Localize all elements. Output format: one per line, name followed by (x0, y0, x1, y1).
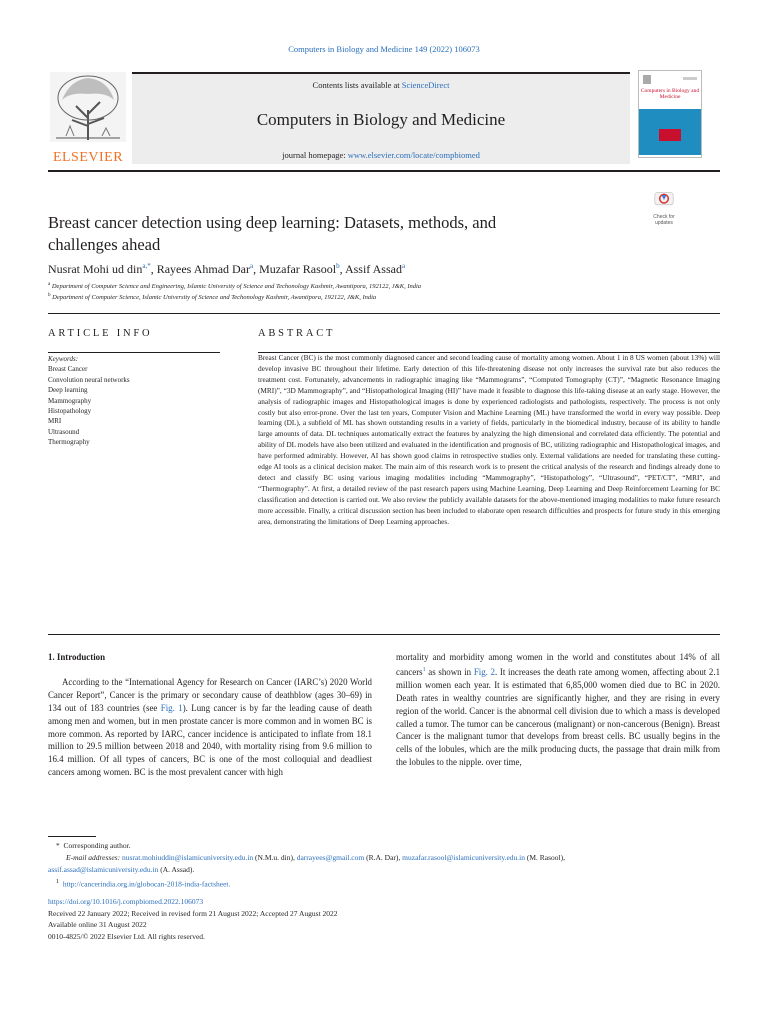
keyword: Mammography (48, 396, 92, 405)
footnote-1-ref[interactable]: 1 (422, 666, 426, 673)
email-link[interactable]: muzafar.rasool@islamicuniversity.edu.in (402, 853, 526, 862)
email-owner: (M. Rasool), (525, 853, 566, 862)
author-3-affil[interactable]: b (336, 262, 340, 270)
keyword: Convolution neural networks (48, 375, 130, 384)
affiliation-b (48, 293, 720, 301)
publisher-wordmark: ELSEVIER (52, 150, 124, 165)
intro-text-a: According to the “International Agency for Research on Cancer (IARC’s) 2020 World Cancer Report”, Cancer is the primary or secondary cause of deathblow (ages 30–69) in 134 out of 183 countries (see (48, 676, 372, 713)
title-line-2: challenges ahead (48, 235, 161, 254)
publication-info (48, 896, 720, 942)
author-1[interactable]: Nusrat Mohi ud din (48, 262, 143, 276)
affiliation-a (48, 282, 720, 290)
body-column-left (48, 651, 372, 779)
journal-cover-thumbnail[interactable] (638, 70, 702, 158)
journal-name: Computers in Biology and Medicine (256, 110, 506, 129)
affiliation-a-marker: a (48, 282, 51, 287)
email-link[interactable]: darrayees@gmail.com (296, 853, 365, 862)
affiliation-b-marker: b (48, 293, 51, 298)
cover-title: Computers in Biology and Medicine (640, 88, 700, 100)
homepage-prefix: journal homepage: (282, 150, 348, 160)
title-line-1: Breast cancer detection using deep learning: Datasets, methods, and (48, 213, 497, 232)
footnotes (48, 840, 720, 891)
intro-right-text-b: as shown in (425, 666, 474, 677)
email-note-continued (48, 864, 720, 876)
corresponding-note (48, 840, 720, 852)
keywords-label: Keywords: (48, 355, 79, 363)
article-title (48, 212, 608, 256)
keyword: Deep learning (48, 386, 88, 395)
footnote-rule (48, 836, 96, 837)
contents-line (132, 80, 630, 90)
body-column-right (396, 651, 720, 769)
check-for-updates-label: Check for updates (653, 214, 675, 226)
affiliation-a-text: Department of Computer Science and Engineering, Islamic University of Science and Techonology Kashmir, Awantipora, 192122, J&K, India (51, 283, 422, 291)
keyword: MRI (48, 417, 62, 426)
footnote-1-marker: 1 (56, 878, 60, 885)
affiliation-b-text: Department of Computer Science, Islamic University of Science and Techonology Kashmir, Awantipora, 192122, J&K, India (52, 294, 377, 302)
introduction-heading: 1. Introduction (48, 652, 106, 662)
author-2[interactable]: Rayees Ahmad Dar (156, 262, 251, 276)
sciencedirect-link[interactable]: ScienceDirect (401, 80, 450, 90)
keyword: Histopathology (48, 407, 92, 416)
received-dates: Received 22 January 2022; Received in revised form 21 August 2022; Accepted 27 August 2022 (48, 908, 338, 918)
keyword: Thermography (48, 438, 90, 447)
article-info-heading: ARTICLE INFO (48, 328, 153, 339)
intro-right-text-a: mortality and morbidity among women in the world and constitutes about 14% of all cancers (396, 652, 720, 677)
fig-2-link[interactable]: Fig. 2 (473, 666, 495, 677)
email-link[interactable]: nusrat.mohiuddin@islamicuniversity.edu.in (121, 853, 254, 862)
header-rule (48, 170, 720, 172)
keywords-block (48, 354, 220, 448)
journal-masthead (48, 70, 630, 166)
check-for-updates-icon[interactable] (648, 192, 680, 214)
doi-link[interactable]: https://doi.org/10.1016/j.compbiomed.2022.106073 (48, 897, 204, 906)
footnote-1-link[interactable]: http://cancerindia.org.in/globocan-2018-india-factsheet. (62, 879, 231, 889)
email-note (48, 852, 720, 864)
author-list: Nusrat Mohi ud din$^{a,*}$, Rayees Ahmad Dar$^a$, Muzafar Rasool$^b$, Assif Assad$^a$ (48, 262, 406, 276)
author-1-affil[interactable]: a,* (142, 262, 151, 270)
homepage-line (132, 150, 630, 160)
keyword: Ultrasound (48, 427, 80, 436)
contents-prefix: Contents lists available at (312, 80, 402, 90)
email-owner: (A. Assad). (158, 865, 195, 874)
intro-right-text-c: . It increases the death rate among women, affecting about 2.1 million women each year. It is estimated that 6,85,000 women died due to BC in 2020. Death rates in wealthy countries are significantly higher, and they are rising in every region of the world. Cancer is the abnormal cell division due to which a mass is developed called a tumor. The tumor can be cancerous (malignant) or non-cancerous (Benign). Breast Cancer is the malignant tumor that develops from breast cells. BC usually begins in the cells of the lobules, which are the milk producing ducts, the passage that drain milk from the lobules to the nipple. over time, (396, 666, 721, 768)
abstract-heading: ABSTRACT (258, 328, 336, 339)
running-head[interactable]: Computers in Biology and Medicine 149 (2022) 106073 (288, 44, 480, 54)
author-4-affil[interactable]: a (401, 262, 406, 270)
cover-logo-icon (643, 75, 697, 85)
intro-paragraph-continued (396, 651, 720, 769)
email-owner: (R.A. Dar), (364, 853, 403, 862)
author-2-affil[interactable]: a (250, 262, 254, 270)
footnote-1 (48, 876, 720, 891)
email-owner: (N.M.u. din), (253, 853, 297, 862)
intro-paragraph (48, 676, 372, 779)
email-link[interactable]: assif.assad@islamicuniversity.edu.in (48, 865, 159, 874)
author-4[interactable]: Assif Assad (344, 262, 402, 276)
cover-figure-icon (659, 129, 681, 141)
copyright-line: 0010-4825/© 2022 Elsevier Ltd. All rights reserved. (48, 931, 205, 941)
keyword: Breast Cancer (48, 365, 88, 374)
intro-text-b: ). Lung cancer is by far the leading cause of death among men and women, but in men prostate cancer is more common and in women BC is more common. As reported by IARC, cancer incidence is anticipated to inflate from 18.1 million to 29.5 million between 2018 and 2040, with mortality rising from 9.6 million to 16.4 million. Of all types of cancers, BC is one of the most colloquial and deadliest cancers among women. BC is the most prevalent cancer with high (48, 702, 372, 778)
journal-header-box (132, 72, 630, 164)
info-rule (48, 313, 720, 314)
author-3[interactable]: Muzafar Rasool (259, 262, 337, 276)
abstract-text: Breast Cancer (BC) is the most commonly diagnosed cancer and second leading cause of mortality among women. About 1 in 8 US women (about 13%) will develop invasive BC throughout their lifetime. Early detection of this life-threatening disease not only increases the survival rate but also reduces the treatment cost. Fortunately, advancements in radiographic imaging like “Mammograms”, “Computed Tomography (CT)”, “Magnetic Resonance Imaging (MRI)”, “3D Mammography”, and “Histopathological Imaging (HI)” have made it feasible to diagnose this life-taking disease at an early stage. However, the analysis of radiographic images and Histopathological images is done by experienced radiologists and pathologists, respectively. The process is not only costly but also error-prone. Over the last ten years, Computer Vision and Machine Learning (ML) have transformed the world in every way possible. Deep learning (DL), a subfield of ML has shown outstanding results in a variety of fields, particularly in the biomedical industry, because of its ability to handle large amounts of data. DL techniques automatically extract the features by analyzing the high dimensional and correlated data efficiently. The potential and ability of DL models have also been utilized and evaluated in the identification and prognosis of BC, utilizing radiographic and Histopathological images, and have performed admirably. However, AI has shown good claims in retrospective studies only. External validations are needed for translating these cutting-edge AI tools as a clinical decision maker. The main aim of this research work is to present the critical analysis of the research and findings already done to detect and classify BC using various imaging modalities including “Mammography”, “Histopathology”, “Ultrasound”, “PET/CT”, “MRI”, and “Thermography”. At first, a detailed review of the past research papers using Machine Learning, Deep Learning and Deep Reinforcement Learning for BC classification and detection is carried out. We also review the publicly available datasets for the above-mentioned imaging modalities to make future research more accessible. Finally, a critical discussion section has been included to elaborate open research difficulties and prospects for future study in this emerging area, demonstrating the limitations of Deep Learning approaches. (258, 353, 720, 526)
email-label: E-mail addresses: (66, 853, 122, 862)
abstract-end-rule (48, 634, 720, 635)
journal-homepage-link[interactable]: www.elsevier.com/locate/compbiomed (347, 150, 480, 160)
asterisk-marker: * (56, 841, 60, 850)
corresponding-text: Corresponding author. (63, 841, 131, 850)
fig-1-link[interactable]: Fig. 1 (160, 702, 183, 713)
article-info-rule (48, 352, 220, 353)
available-online: Available online 31 August 2022 (48, 920, 147, 930)
